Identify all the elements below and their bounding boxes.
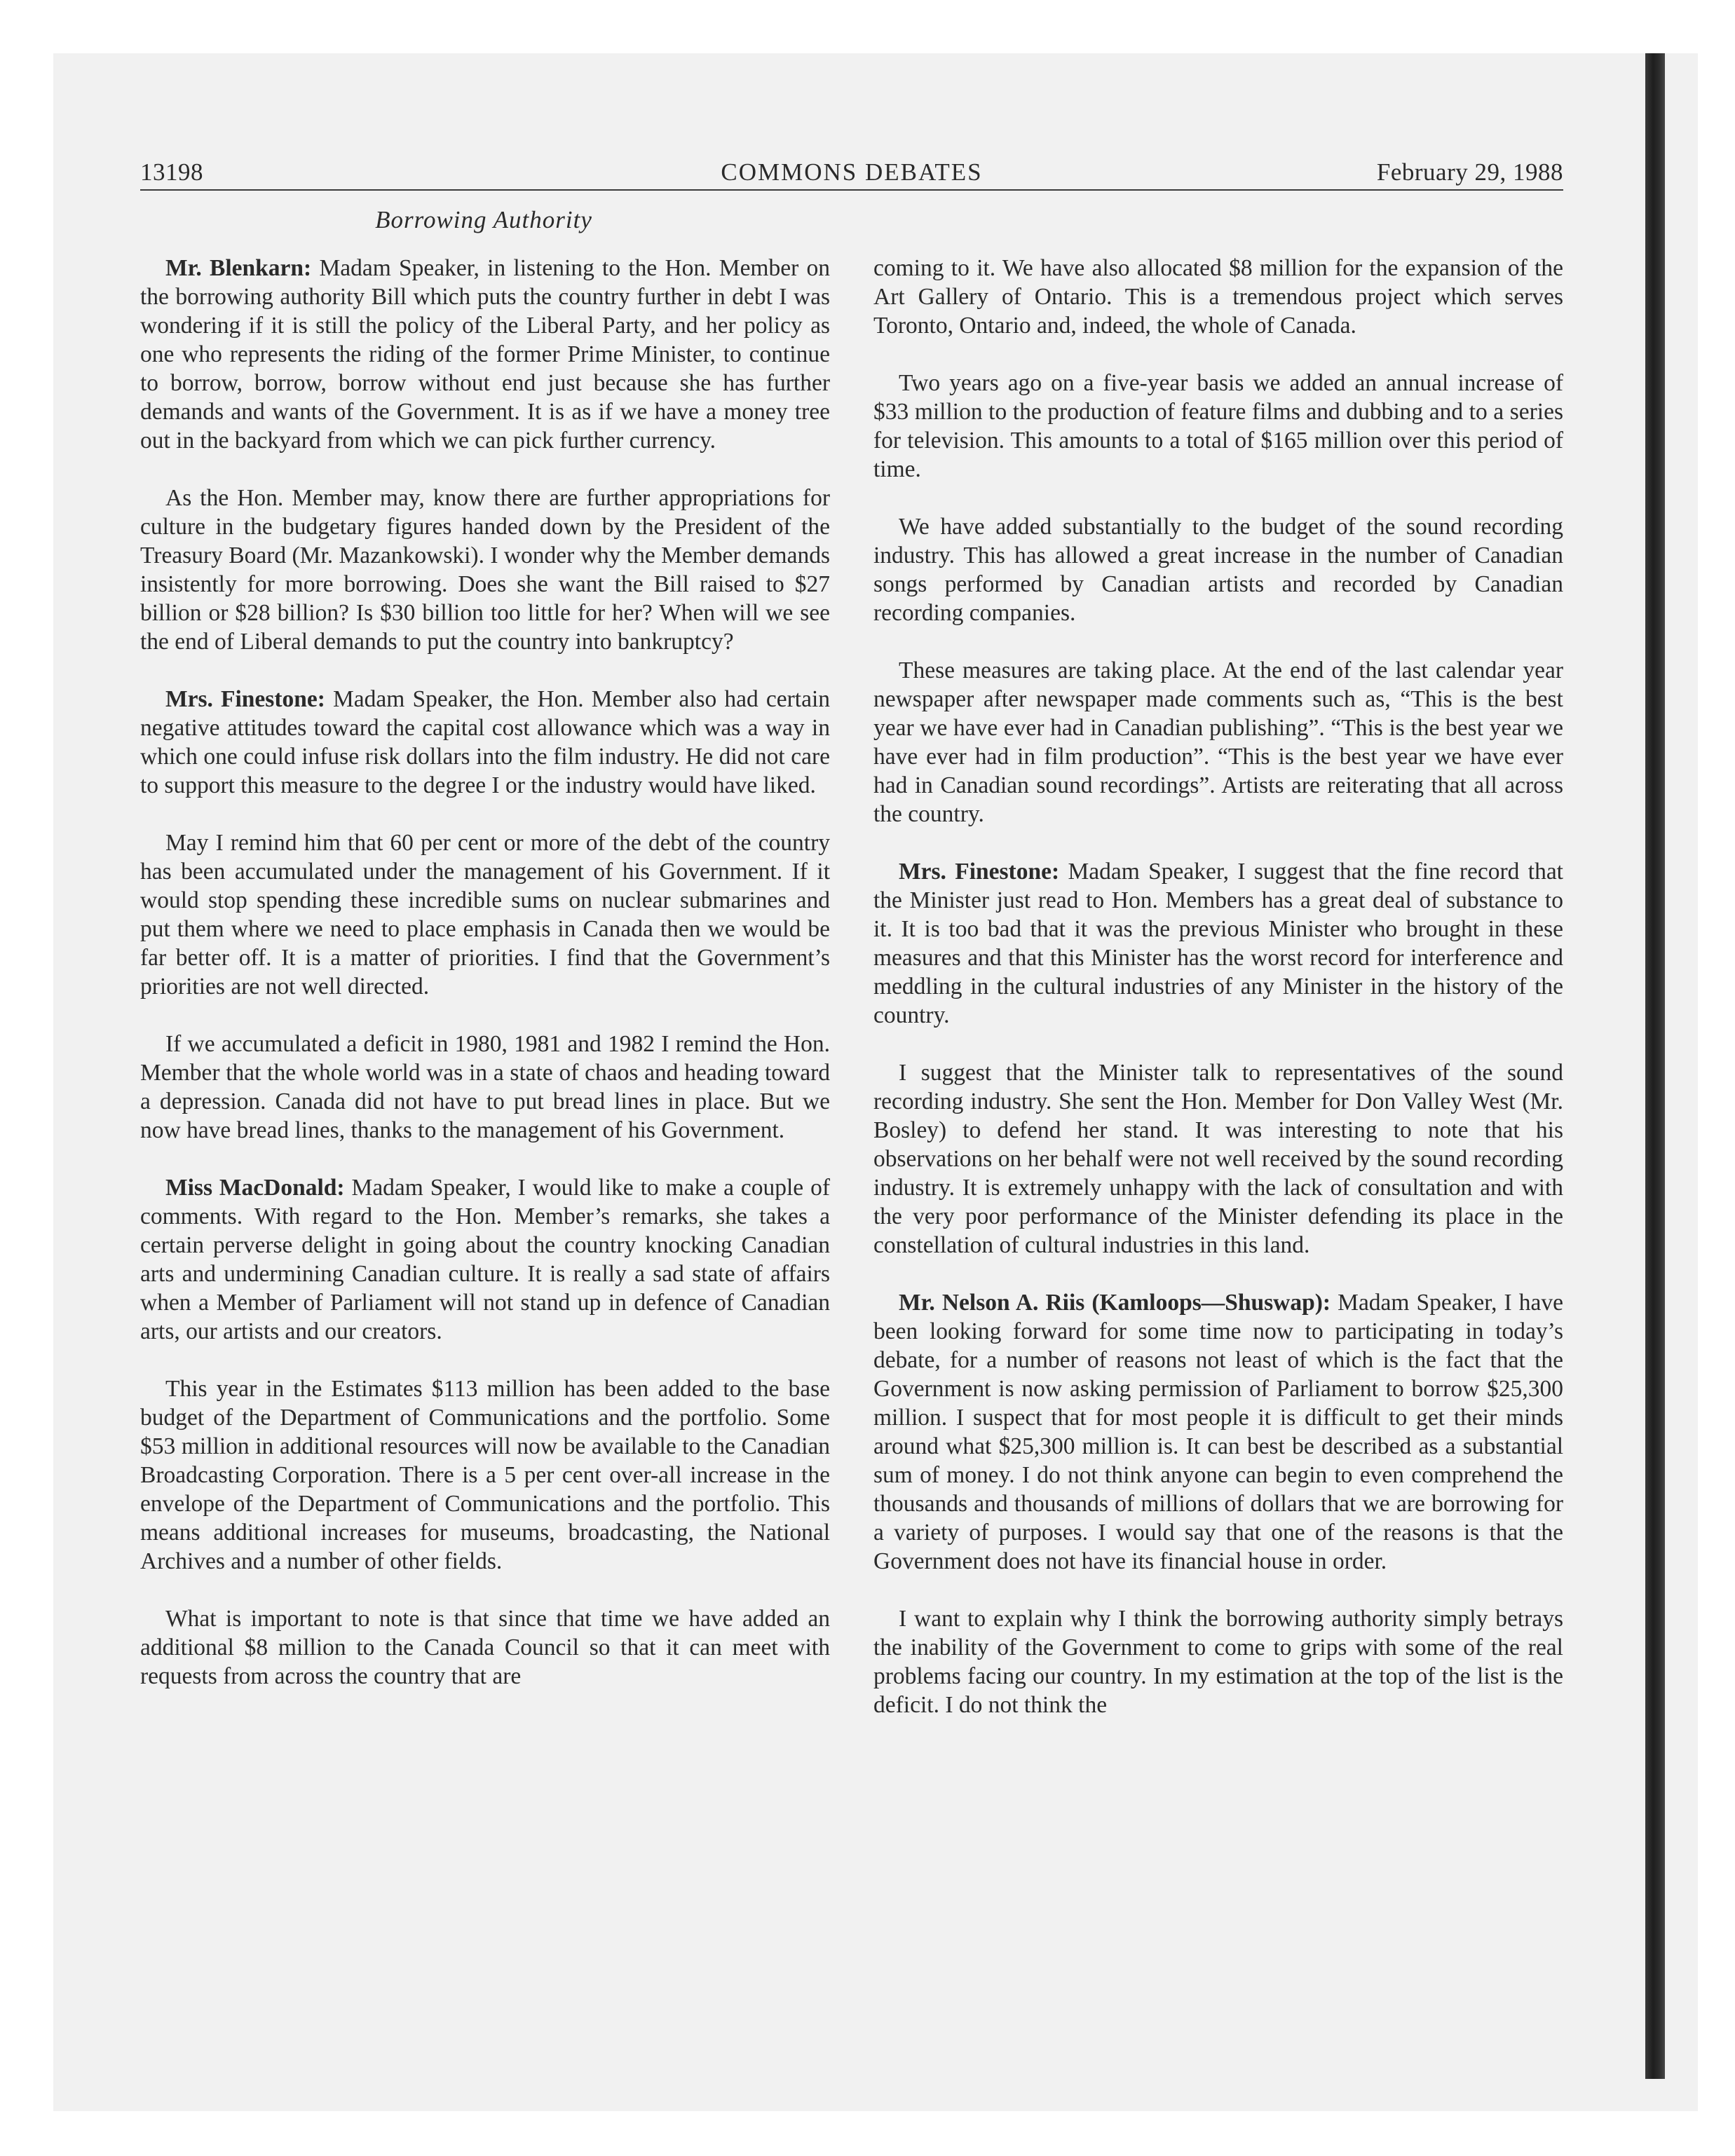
speaker-name: Mrs. Finestone: — [165, 686, 325, 712]
speaker-name: Mr. Nelson A. Riis (Kamloops—Shuswap): — [899, 1290, 1331, 1316]
paragraph — [140, 484, 830, 656]
paragraph — [873, 1288, 1563, 1576]
running-head — [140, 158, 1563, 191]
paragraph — [873, 1604, 1563, 1719]
paragraph — [873, 656, 1563, 828]
left-column — [140, 254, 830, 1719]
speaker-name: Mrs. Finestone: — [899, 859, 1060, 885]
paragraph — [140, 254, 830, 455]
paragraph-text: Madam Speaker, I suggest that the fine record that the Minister just read to Hon. Members has a great deal of substance to it. It is too bad that it was the previous Minister who brought in these measures and that this Minister has the worst record for interference and meddling in the cultural industries of any Minister in the history of the country. — [873, 859, 1563, 1028]
paragraph-text: If we accumulated a deficit in 1980, 1981 and 1982 I remind the Hon. Member that the whole world was in a state of chaos and heading toward a depression. Canada did not have to put bread lines in place. But we now have bread lines, thanks to the management of his Government. — [140, 1031, 830, 1143]
paragraph — [140, 685, 830, 800]
speaker-name: Miss MacDonald: — [165, 1175, 345, 1201]
paragraph — [873, 254, 1563, 340]
paragraph-text: I suggest that the Minister talk to representatives of the sound recording industry. She sent the Hon. Member for Don Valley West (Mr. Bosley) to defend her stand. It was interesting to note that his observations on her behalf were not well received by the sound recording industry. It is extremely unhappy with the lack of consultation and with the very poor performance of the Minister defending its place in the constellation of cultural industries in this land. — [873, 1060, 1563, 1258]
paragraph-text: May I remind him that 60 per cent or more of the debt of the country has been accumulated under the management of his Government. If it would stop spending these incredible sums on nuclear submarines and put them where we need to place emphasis in Canada then we would be far better off. It is a matter of priorities. I find that the Government’s priorities are not well directed. — [140, 830, 830, 999]
paragraph-text: We have added substantially to the budget of the sound recording industry. This has allowed a great increase in the number of Canadian songs performed by Canadian artists and recorded by Canadian recording companies. — [873, 514, 1563, 626]
page-binding-edge — [1645, 53, 1665, 2079]
sitting-date: February 29, 1988 — [1376, 158, 1563, 186]
paragraph-text: Madam Speaker, in listening to the Hon. Member on the borrowing authority Bill which puts the country further in debt I was wondering if it is still the policy of the Liberal Party, and her policy as one who represents the riding of the former Prime Minister, to continue to borrow, borrow, borrow without end just because she has further demands and wants of the Government. It is as if we have a money tree out in the backyard from which we can pick further currency. — [140, 255, 830, 453]
paragraph-text: Two years ago on a five-year basis we added an annual increase of $33 million to the production of feature films and dubbing and to a series for television. This amounts to a total of $165 million over this period of time. — [873, 370, 1563, 482]
paragraph-text: Madam Speaker, I would like to make a couple of comments. With regard to the Hon. Member’s remarks, she takes a certain perverse delight in going about the country knocking Canadian arts and undermining Canadian culture. It is really a sad state of affairs when a Member of Parliament will not stand up in defence of Canadian arts, our artists and our creators. — [140, 1175, 831, 1344]
paragraph — [140, 1173, 830, 1346]
paragraph — [873, 369, 1563, 484]
paragraph — [140, 1374, 830, 1576]
page-number: 13198 — [140, 158, 203, 186]
paragraph-text: Madam Speaker, I have been looking forward for some time now to participating in today’s debate, for a number of reasons not least of which is the fact that the Government is now asking permission of Parliament to borrow $25,300 million. I suspect that for most people it is difficult to get their minds around what $25,300 million is. It can best be described as a substantial sum of money. I do not think anyone can begin to even comprehend the thousands and thousands of millions of dollars that we are borrowing for a variety of purposes. I would say that one of the reasons is that the Government does not have its financial house in order. — [873, 1290, 1564, 1574]
speaker-name: Mr. Blenkarn: — [165, 255, 312, 281]
section-title: Borrowing Authority — [375, 206, 592, 233]
paragraph-text: Madam Speaker, the Hon. Member also had certain negative attitudes toward the capital cost allowance which was a way in which one could infuse risk dollars into the film industry. He did not care to support this measure to the degree I or the industry would have liked. — [140, 686, 831, 798]
paragraph — [140, 828, 830, 1001]
journal-title: COMMONS DEBATES — [721, 158, 983, 186]
paragraph — [873, 1058, 1563, 1260]
paragraph — [873, 857, 1563, 1030]
right-column — [873, 254, 1563, 1748]
paragraph — [873, 512, 1563, 627]
paragraph-text: This year in the Estimates $113 million has been added to the base budget of the Department of Communications and the portfolio. Some $53 million in additional resources will now be available to the Canadian Broadcasting Corporation. There is a 5 per cent over-all increase in the envelope of the Department of Communications and the portfolio. This means additional increases for museums, broadcasting, the National Archives and a number of other fields. — [140, 1376, 830, 1574]
header-rule — [140, 189, 1563, 191]
paragraph-text: As the Hon. Member may, know there are further appropriations for culture in the budgetary figures handed down by the President of the Treasury Board (Mr. Mazankowski). I wonder why the Member demands insistently for more borrowing. Does she want the Bill raised to $27 billion or $28 billion? Is $30 billion too little for her? When will we see the end of Liberal demands to put the country into bankruptcy? — [140, 485, 831, 655]
paragraph — [140, 1030, 830, 1145]
paragraph-text: These measures are taking place. At the end of the last calendar year newspaper after newspaper made comments such as, “This is the best year we have ever had in Canadian publishing”. “This is the best year we have ever had in film production”. “This is the best year we have ever had in Canadian sound recordings”. Artists are reiterating that all across the country. — [873, 657, 1563, 827]
paragraph-text: I want to explain why I think the borrowing authority simply betrays the inability of the Government to come to grips with some of the real problems facing our country. In my estimation at the top of the list is the deficit. I do not think the — [873, 1606, 1563, 1718]
paragraph-text: What is important to note is that since that time we have added an additional $8 million to the Canada Council so that it can meet with requests from across the country that are — [140, 1606, 830, 1689]
paragraph-text: coming to it. We have also allocated $8 million for the expansion of the Art Gallery of Ontario. This is a tremendous project which serves Toronto, Ontario and, indeed, the whole of Canada. — [873, 255, 1563, 339]
paragraph — [140, 1604, 830, 1691]
